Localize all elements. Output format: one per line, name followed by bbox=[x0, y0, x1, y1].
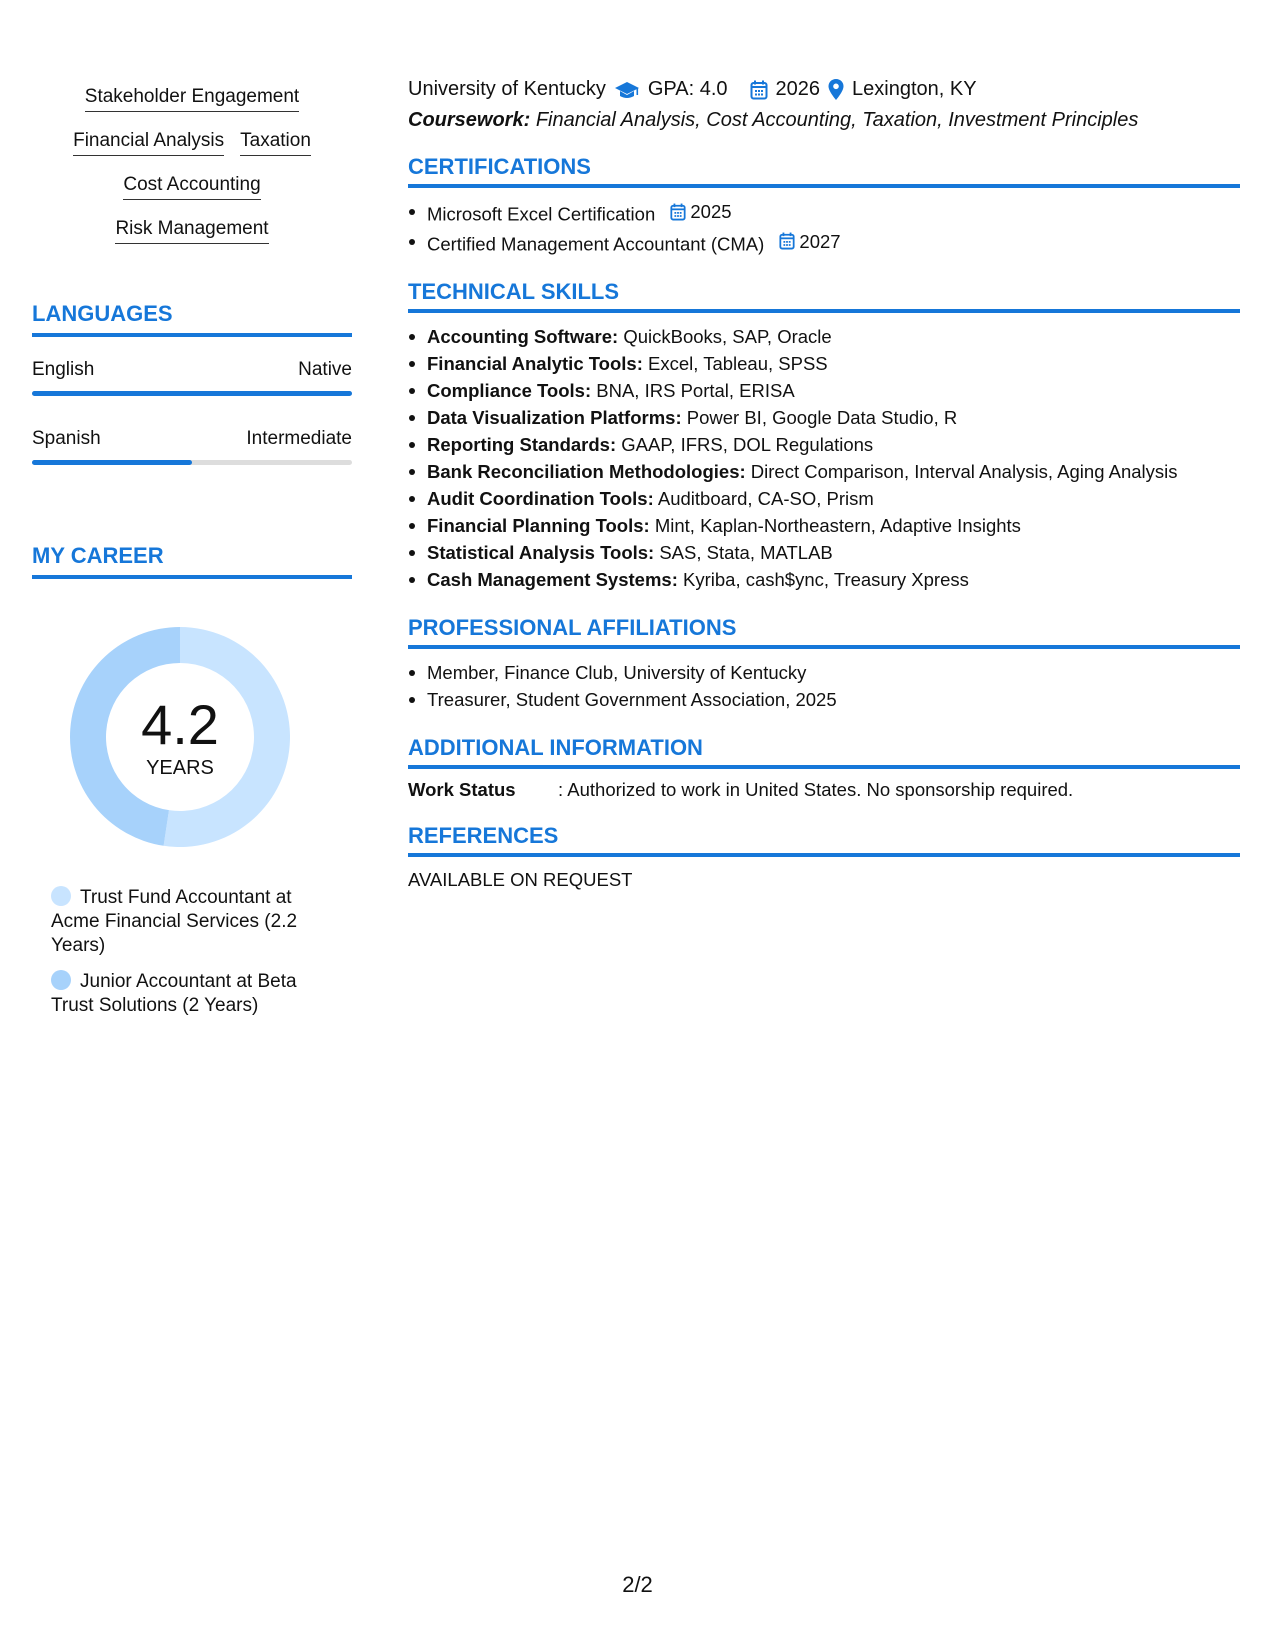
skill-category: Data Visualization Platforms: bbox=[427, 407, 682, 428]
skill-values: GAAP, IFRS, DOL Regulations bbox=[621, 434, 874, 455]
language-bar-fill bbox=[32, 460, 192, 465]
calendar-icon bbox=[750, 80, 768, 100]
right-column bbox=[408, 78, 1240, 891]
certifications-title: CERTIFICATIONS bbox=[408, 154, 1240, 188]
technical-skills-title: TECHNICAL SKILLS bbox=[408, 279, 1240, 313]
certification-name: Microsoft Excel Certification bbox=[427, 203, 656, 225]
languages-section bbox=[32, 301, 352, 465]
career-section bbox=[32, 543, 352, 1030]
affiliation-item: Treasurer, Student Government Association, 2025 bbox=[408, 686, 1240, 713]
skill-values: Power BI, Google Data Studio, R bbox=[686, 407, 958, 428]
affiliations-title: PROFESSIONAL AFFILIATIONS bbox=[408, 615, 1240, 649]
career-legend bbox=[32, 886, 312, 1018]
graduation-cap-icon bbox=[614, 80, 640, 100]
career-legend-item bbox=[51, 886, 312, 958]
skill-tag: Risk Management bbox=[115, 218, 268, 244]
work-status-value: : Authorized to work in United States. No sponsorship required. bbox=[558, 779, 1074, 800]
career-donut-chart bbox=[65, 622, 295, 852]
skill-values: Mint, Kaplan-Northeastern, Adaptive Insights bbox=[654, 515, 1021, 536]
skill-tag: Cost Accounting bbox=[123, 174, 260, 200]
skill-category: Bank Reconciliation Methodologies: bbox=[427, 461, 746, 482]
school-name: University of Kentucky bbox=[408, 78, 606, 100]
certification-year: 2027 bbox=[799, 230, 841, 252]
skill-values: Direct Comparison, Interval Analysis, Aging Analysis bbox=[750, 461, 1178, 482]
skill-row bbox=[32, 174, 352, 200]
skill-values: Auditboard, CA-SO, Prism bbox=[657, 488, 874, 509]
skill-values: SAS, Stata, MATLAB bbox=[659, 542, 833, 563]
career-title: MY CAREER bbox=[32, 543, 352, 579]
career-legend-label: Junior Accountant at Beta Trust Solutions (2 Years) bbox=[51, 971, 297, 1016]
skill-category: Audit Coordination Tools: bbox=[427, 488, 654, 509]
career-total-unit: YEARS bbox=[146, 756, 214, 779]
skill-category: Financial Planning Tools: bbox=[427, 515, 650, 536]
affiliation-item: Member, Finance Club, University of Kentucky bbox=[408, 659, 1240, 686]
language-bar-fill bbox=[32, 391, 352, 396]
technical-skill-item bbox=[408, 431, 1240, 458]
technical-skill-item bbox=[408, 539, 1240, 566]
skills-tags bbox=[32, 86, 352, 262]
page-number: 2/2 bbox=[622, 1572, 653, 1597]
skill-category: Reporting Standards: bbox=[427, 434, 617, 455]
technical-skill-item bbox=[408, 566, 1240, 593]
education-line bbox=[408, 78, 1240, 101]
career-total-value: 4.2 bbox=[141, 692, 219, 756]
legend-dot-icon bbox=[51, 886, 71, 906]
skill-tag: Stakeholder Engagement bbox=[85, 86, 299, 112]
skill-values: BNA, IRS Portal, ERISA bbox=[596, 380, 795, 401]
language-name: Spanish bbox=[32, 428, 101, 449]
coursework-label: Coursework: bbox=[408, 109, 531, 131]
technical-skill-item bbox=[408, 404, 1240, 431]
affiliations-list bbox=[408, 659, 1240, 713]
language-name: English bbox=[32, 359, 95, 380]
technical-skills-list bbox=[408, 323, 1240, 593]
certifications-list bbox=[408, 198, 1240, 257]
graduation-year: 2026 bbox=[775, 78, 821, 100]
skill-category: Statistical Analysis Tools: bbox=[427, 542, 655, 563]
references-text: AVAILABLE ON REQUEST bbox=[408, 869, 633, 890]
skill-category: Accounting Software: bbox=[427, 326, 619, 347]
language-item bbox=[32, 359, 352, 396]
language-item bbox=[32, 428, 352, 465]
certification-item bbox=[408, 228, 1240, 258]
calendar-icon bbox=[779, 232, 795, 250]
additional-info-title: ADDITIONAL INFORMATION bbox=[408, 735, 1240, 769]
work-status-label: Work Status bbox=[408, 779, 516, 800]
donut-center bbox=[65, 622, 295, 852]
work-status-row bbox=[408, 779, 1240, 801]
career-legend-item bbox=[51, 970, 312, 1018]
language-bar bbox=[32, 460, 352, 465]
skill-row bbox=[32, 130, 352, 156]
coursework-list: Financial Analysis, Cost Accounting, Taxation, Investment Principles bbox=[535, 109, 1139, 131]
skill-values: QuickBooks, SAP, Oracle bbox=[623, 326, 832, 347]
technical-skill-item bbox=[408, 458, 1240, 485]
languages-title: LANGUAGES bbox=[32, 301, 352, 337]
coursework bbox=[408, 109, 1240, 132]
gpa: GPA: 4.0 bbox=[647, 78, 728, 100]
skill-category: Financial Analytic Tools: bbox=[427, 353, 643, 374]
career-legend-label: Trust Fund Accountant at Acme Financial Services (2.2 Years) bbox=[51, 887, 298, 956]
map-pin-icon bbox=[828, 79, 844, 100]
skill-category: Cash Management Systems: bbox=[427, 569, 678, 590]
skill-tag: Financial Analysis bbox=[73, 130, 224, 156]
skill-values: Kyriba, cash$ync, Treasury Xpress bbox=[683, 569, 969, 590]
certification-item bbox=[408, 198, 1240, 228]
skill-row bbox=[32, 218, 352, 244]
school-location: Lexington, KY bbox=[852, 78, 977, 100]
skill-tag: Taxation bbox=[240, 130, 311, 156]
certification-name: Certified Management Accountant (CMA) bbox=[427, 233, 765, 254]
skill-category: Compliance Tools: bbox=[427, 380, 592, 401]
technical-skill-item bbox=[408, 323, 1240, 350]
language-bar bbox=[32, 391, 352, 396]
technical-skill-item bbox=[408, 377, 1240, 404]
calendar-icon bbox=[670, 203, 686, 221]
references-title: REFERENCES bbox=[408, 823, 1240, 857]
technical-skill-item bbox=[408, 485, 1240, 512]
skill-values: Excel, Tableau, SPSS bbox=[648, 353, 828, 374]
skill-row bbox=[32, 86, 352, 112]
language-level: Native bbox=[298, 359, 352, 380]
technical-skill-item bbox=[408, 350, 1240, 377]
technical-skill-item bbox=[408, 512, 1240, 539]
language-level: Intermediate bbox=[246, 428, 352, 449]
legend-dot-icon bbox=[51, 970, 71, 990]
certification-year: 2025 bbox=[690, 201, 732, 222]
